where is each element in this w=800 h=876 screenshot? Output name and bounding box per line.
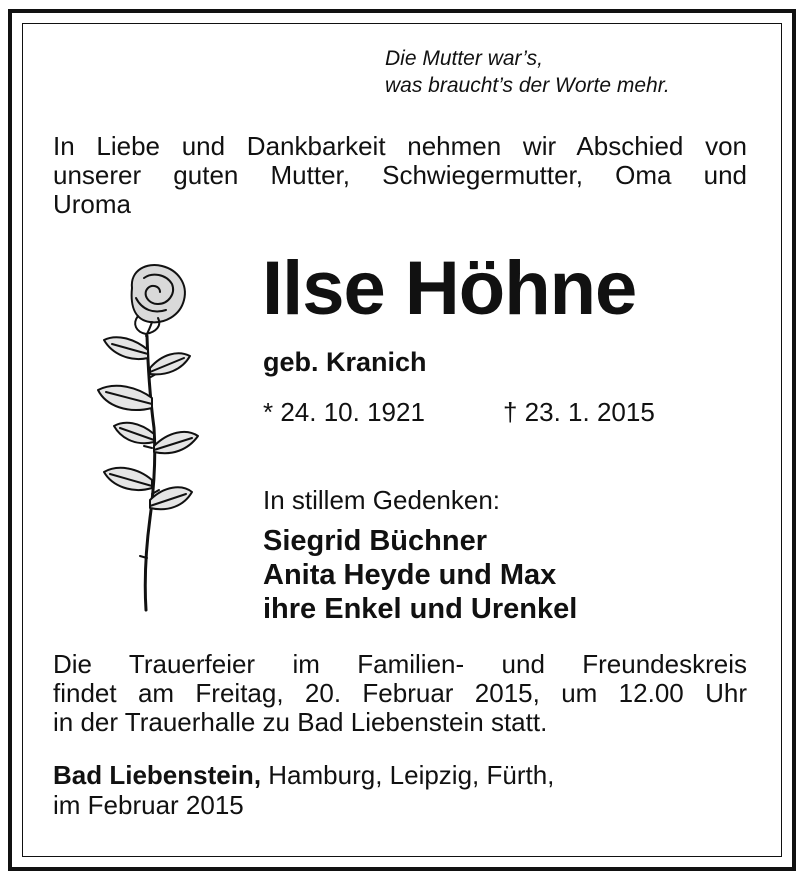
- rose-icon: [92, 258, 202, 618]
- ceremony-line-3: in der Trauerhalle zu Bad Liebenstein statt.: [53, 707, 548, 737]
- place-cities: Hamburg, Leipzig, Fürth,: [261, 760, 555, 790]
- motto-line-2: was braucht’s der Worte mehr.: [385, 74, 670, 97]
- ceremony-line-2: findet am Freitag, 20. Februar 2015, um 12.00 Uhr: [53, 678, 747, 708]
- intro-text: [53, 132, 747, 219]
- deceased-name: Ilse Höhne: [262, 246, 637, 331]
- intro-line-3: Uroma: [53, 189, 132, 219]
- birth-date: * 24. 10. 1921: [263, 397, 425, 427]
- death-date: † 23. 1. 2015: [503, 397, 655, 427]
- place-date-block: [53, 760, 554, 820]
- maiden-name: geb. Kranich: [263, 347, 427, 377]
- place-city-bold: Bad Liebenstein,: [53, 760, 262, 790]
- ceremony-line-1: Die Trauerfeier im Familien- und Freundeskreis: [53, 649, 747, 679]
- intro-line-1: In Liebe und Dankbarkeit nehmen wir Abschied von: [53, 131, 747, 161]
- notice-date: im Februar 2015: [53, 790, 244, 820]
- motto-line-1: Die Mutter war’s,: [385, 47, 543, 70]
- mourner-1: Siegrid Büchner: [263, 525, 487, 557]
- mourner-3: ihre Enkel und Urenkel: [263, 593, 578, 625]
- mourner-2: Anita Heyde und Max: [263, 559, 557, 591]
- place-line: [53, 760, 554, 790]
- mourning-heading: In stillem Gedenken:: [263, 485, 501, 515]
- intro-line-2: unserer guten Mutter, Schwiegermutter, Oma und: [53, 160, 747, 190]
- ceremony-text: [53, 650, 747, 737]
